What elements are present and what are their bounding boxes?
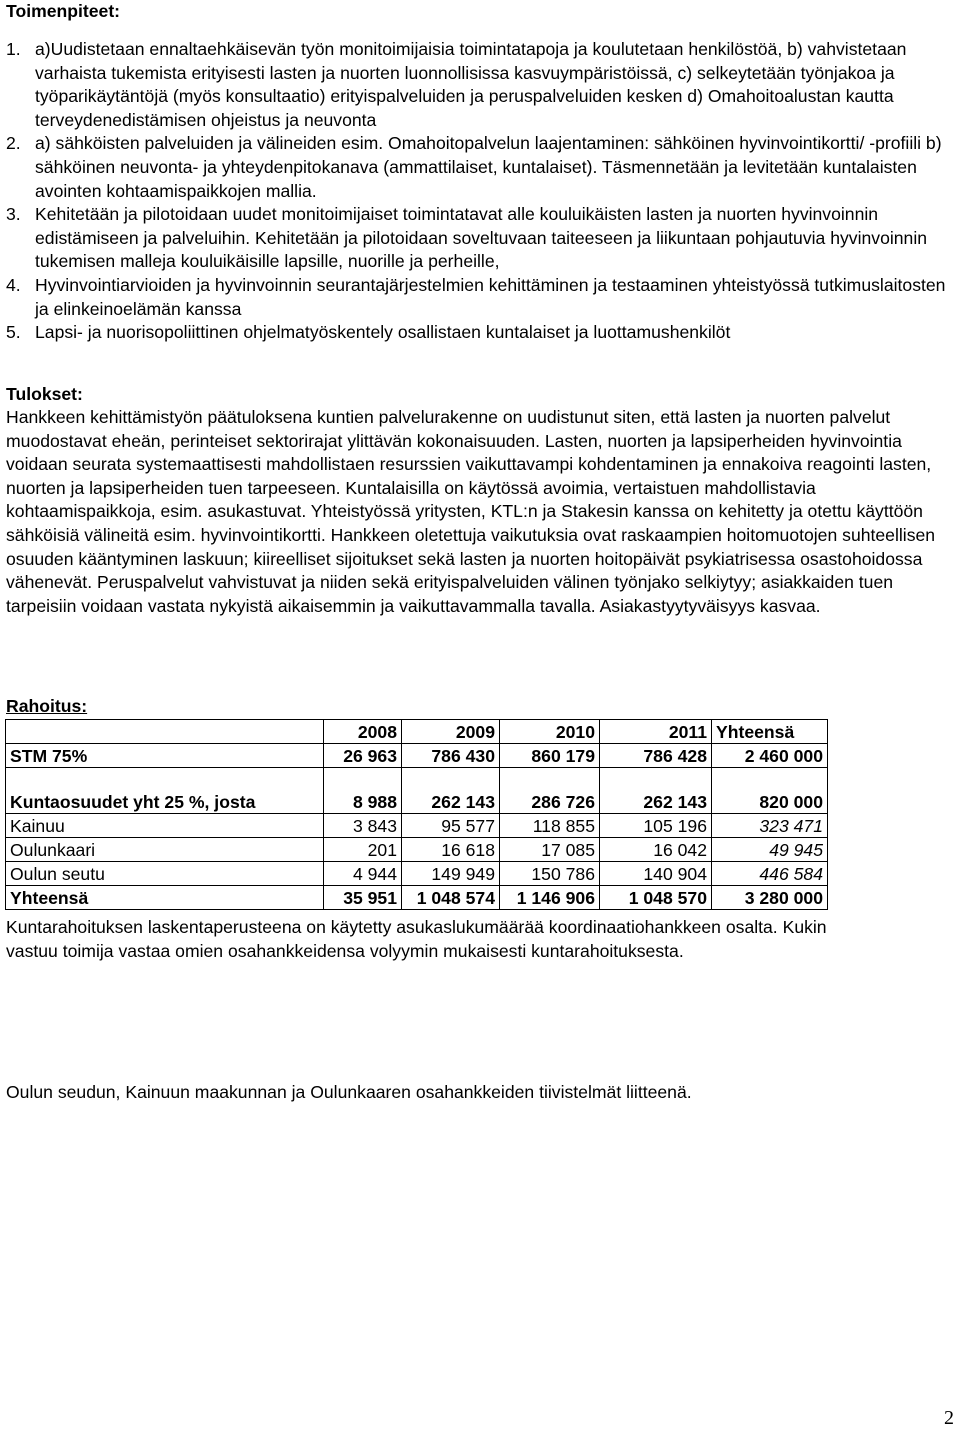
table-cell: 149 949 — [402, 862, 500, 886]
list-item — [0, 132, 960, 203]
table-cell: 201 — [324, 838, 402, 862]
table-row — [6, 768, 828, 814]
table-cell: 786 428 — [600, 744, 712, 768]
table-cell: 786 430 — [402, 744, 500, 768]
list-item — [0, 38, 960, 132]
table-cell: 860 179 — [500, 744, 600, 768]
table-cell: 17 085 — [500, 838, 600, 862]
table-cell: 820 000 — [712, 768, 828, 814]
table-cell: 16 042 — [600, 838, 712, 862]
table-cell: 1 146 906 — [500, 886, 600, 910]
list-item-number: 3. — [6, 204, 21, 225]
table-row-label: Yhteensä — [6, 886, 324, 910]
table-cell: 446 584 — [712, 862, 828, 886]
table-cell: 150 786 — [500, 862, 600, 886]
funding-table — [5, 719, 828, 910]
table-row-label: Kuntaosuudet yht 25 %, josta — [6, 768, 324, 814]
table-row — [6, 862, 828, 886]
measures-heading: Toimenpiteet: — [6, 1, 121, 21]
table-cell: 1 048 574 — [402, 886, 500, 910]
list-item-number: 1. — [6, 39, 21, 59]
table-cell: 4 944 — [324, 862, 402, 886]
list-item-text: Lapsi- ja nuorisopoliittinen ohjelmatyöskentely osallistaen kuntalaiset ja luottamushenkilöt — [35, 322, 731, 343]
table-cell — [6, 720, 324, 744]
table-cell: 49 945 — [712, 838, 828, 862]
list-item-number: 5. — [6, 322, 21, 343]
results-paragraph: Hankkeen kehittämistyön päätuloksena kuntien palvelurakenne on uudistunut siten, että lasten ja nuorten palvelut muodostavat eheän, perinteiset sektorirajat ylittävän kokonaisuuden. Lasten, nuorten ja lapsiperheiden hyvinvointia voidaan seurata systemaattisesti mahdollistaen resurssien vaikuttavampi kohdentaminen ja ennakoiva reagointi lasten, nuorten ja lapsiperheiden tuen tarpeeseen. Kuntalaisilla on käytössä avoimia, vertaistuen mahdollistavia kohtaamispaikkoja, esim. asukastuvat. Yhteistyössä yritysten, KTL:n ja Stakesin kanssa on kehitetty ja otettu käyttöön sähköisiä välineitä esim. hyvinvointikortti. Hankkeen oletettuja vaikutuksia ovat raskaampien hoitomuotojen suhteellisen osuuden kääntyminen laskuun; kiireelliset sijoitukset sekä lasten ja nuorten hoitopäivät psykiatrisessa osastohoidossa vähenevät. Peruspalvelut vahvistuvat ja niiden sekä erityispalveluiden välinen työnjako selkiytyy; asiakkaiden tuen tarpeisiin voidaan vastata nykyistä aikaisemmin ja vaikuttavammalla tavalla. Asiakastyytyväisyys kasvaa. — [6, 407, 936, 616]
table-header-cell: 2011 — [600, 720, 712, 744]
table-cell: 286 726 — [500, 768, 600, 814]
table-row-label: Oulun seutu — [6, 862, 324, 886]
table-header-cell: Yhteensä — [712, 720, 828, 744]
table-cell: 118 855 — [500, 814, 600, 838]
table-row — [6, 814, 828, 838]
table-cell: 16 618 — [402, 838, 500, 862]
table-row — [6, 744, 828, 768]
table-cell: 262 143 — [402, 768, 500, 814]
list-item-number: 4. — [6, 274, 21, 295]
page-number: 2 — [944, 1407, 954, 1429]
list-item-text: Kehitetään ja pilotoidaan uudet monitoimijaiset toimintatavat alle kouluikäisten lasten ja nuorten hyvinvoinnin edistämiseen ja palveluihin. Kehitetään ja pilotoidaan soveltuvaan taiteeseen ja liikuntaan pohjautuvia hyvinvoinnin tukemisen malleja kouluikäisille lapsille, nuorille ja perheille, — [35, 204, 928, 272]
table-cell: 323 471 — [712, 814, 828, 838]
table-cell: 3 280 000 — [712, 886, 828, 910]
list-item-text: a) sähköisten palveluiden ja välineiden esim. Omahoitopalvelun laajentaminen: sähköinen hyvinvointikortti/ -profiili b) sähköinen neuvonta- ja yhteydenpitokanava (ammattilaiset, kuntalaiset). Täsmennetään ja levitetään kuntalaisten avointen kohtaamispaikkojen mallia. — [35, 133, 942, 201]
measures-list — [0, 38, 960, 345]
table-cell: 35 951 — [324, 886, 402, 910]
table-cell: 105 196 — [600, 814, 712, 838]
table-header-cell: 2008 — [324, 720, 402, 744]
table-row-label: STM 75% — [6, 744, 324, 768]
list-item-text: a)Uudistetaan ennaltaehkäisevän työn monitoimijaisia toimintatapoja ja koulutetaan henkilöstöä, b) vahvistetaan varhaista tukemista erityisesti lasten ja nuorten luonnollisissa kasvuympäristöissä, c) selkeytetään työnjakoa ja työparikäytäntöjä (myös konsultaatio) erityispalveluiden ja peruspalveluiden kesken d) Omahoitoalustan kautta terveydenedistämisen ohjeistus ja neuvonta — [35, 39, 907, 130]
table-header-cell: 2010 — [500, 720, 600, 744]
table-cell: 262 143 — [600, 768, 712, 814]
list-item — [0, 203, 960, 274]
list-item-number: 2. — [6, 133, 21, 154]
table-cell: 8 988 — [324, 768, 402, 814]
list-item — [0, 321, 960, 345]
table-row-label: Kainuu — [6, 814, 324, 838]
attachments-note: Oulun seudun, Kainuun maakunnan ja Oulunkaaren osahankkeiden tiivistelmät liitteenä. — [6, 1082, 692, 1102]
funding-note: Kuntarahoituksen laskentaperusteena on käytetty asukaslukumäärää koordinaatiohankkeen osalta. Kukin vastuu toimija vastaa omien osahankkeidensa volyymin mukaisesti kuntarahoituksesta. — [6, 917, 827, 961]
table-cell: 95 577 — [402, 814, 500, 838]
table-row-label: Oulunkaari — [6, 838, 324, 862]
results-heading: Tulokset: — [6, 384, 83, 404]
table-cell: 140 904 — [600, 862, 712, 886]
table-cell: 3 843 — [324, 814, 402, 838]
table-cell: 2 460 000 — [712, 744, 828, 768]
table-header-cell: 2009 — [402, 720, 500, 744]
table-row — [6, 838, 828, 862]
table-header-row — [6, 720, 828, 744]
list-item-text: Hyvinvointiarvioiden ja hyvinvoinnin seurantajärjestelmien kehittäminen ja testaaminen yhteistyössä tutkimuslaitosten ja elinkeinoelämän kanssa — [35, 274, 946, 319]
table-cell: 26 963 — [324, 744, 402, 768]
funding-heading: Rahoitus: — [6, 696, 88, 716]
list-item — [0, 274, 960, 321]
table-cell: 1 048 570 — [600, 886, 712, 910]
table-total-row — [6, 886, 828, 910]
